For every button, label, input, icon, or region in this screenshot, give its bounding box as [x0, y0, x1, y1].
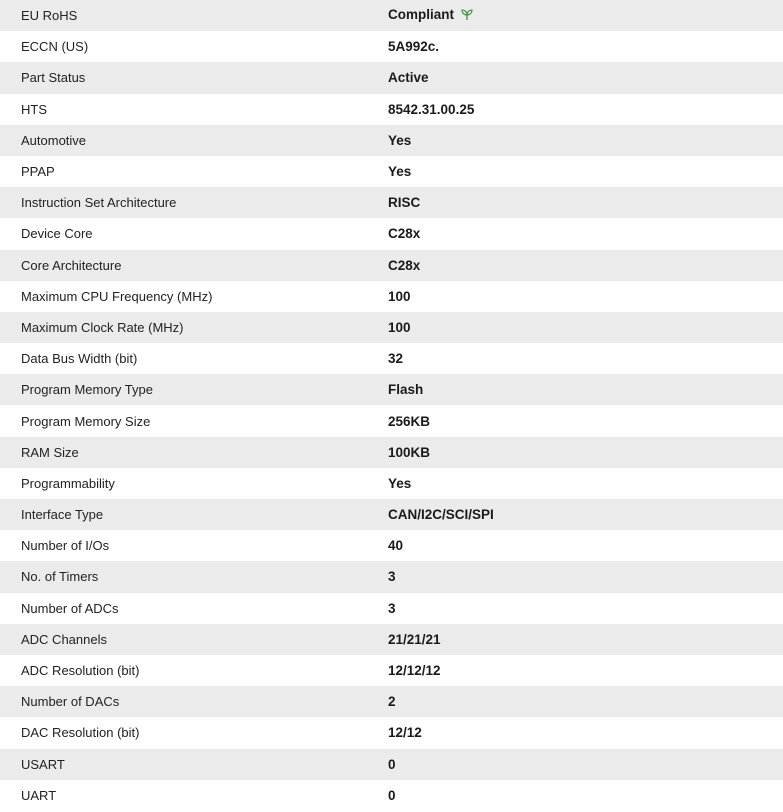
- spec-row: [0, 343, 783, 374]
- spec-row: [0, 312, 783, 343]
- leaf-icon: [460, 9, 474, 24]
- spec-value: Yes: [388, 164, 412, 180]
- spec-value-cell: [388, 749, 783, 780]
- spec-value: RISC: [388, 195, 421, 211]
- spec-label: Data Bus Width (bit): [21, 351, 138, 367]
- spec-value: 256KB: [388, 413, 431, 429]
- spec-label: HTS: [21, 101, 47, 117]
- spec-value: 0: [388, 756, 396, 772]
- spec-value: C28x: [388, 257, 421, 273]
- spec-label: ADC Channels: [21, 631, 107, 647]
- spec-value: 100: [388, 288, 411, 304]
- spec-value: 12/12/12: [388, 663, 441, 679]
- spec-value-cell: [388, 561, 783, 592]
- spec-row: [0, 624, 783, 655]
- spec-value-cell: [388, 499, 783, 530]
- spec-value-cell: [388, 655, 783, 686]
- spec-value-cell: [388, 593, 783, 624]
- spec-row: [0, 499, 783, 530]
- spec-row: [0, 62, 783, 93]
- spec-value-cell: [388, 0, 783, 31]
- spec-row: [0, 780, 783, 811]
- spec-row: [0, 187, 783, 218]
- spec-row: [0, 281, 783, 312]
- spec-row: [0, 468, 783, 499]
- spec-label: Number of I/Os: [21, 538, 110, 554]
- spec-label: Number of DACs: [21, 694, 120, 710]
- spec-row: [0, 593, 783, 624]
- spec-label: Interface Type: [21, 507, 104, 523]
- spec-row: [0, 374, 783, 405]
- spec-value-cell: [388, 250, 783, 281]
- spec-label: Automotive: [21, 132, 87, 148]
- spec-value: 3: [388, 600, 396, 616]
- spec-value-cell: [388, 156, 783, 187]
- spec-label: Program Memory Type: [21, 382, 153, 398]
- spec-value: C28x: [388, 226, 421, 242]
- spec-label: Device Core: [21, 226, 93, 242]
- spec-value-cell: [388, 468, 783, 499]
- spec-value: 2: [388, 694, 396, 710]
- spec-row: [0, 561, 783, 592]
- spec-label: ADC Resolution (bit): [21, 663, 140, 679]
- spec-value: CAN/I2C/SCI/SPI: [388, 507, 494, 523]
- spec-label: Core Architecture: [21, 257, 122, 273]
- spec-value: Yes: [388, 475, 412, 491]
- spec-row: [0, 655, 783, 686]
- spec-value-cell: [388, 780, 783, 811]
- spec-label: DAC Resolution (bit): [21, 725, 140, 741]
- spec-value: 100: [388, 319, 411, 335]
- spec-value-cell: [388, 31, 783, 62]
- spec-value: 40: [388, 538, 404, 554]
- spec-label: USART: [21, 756, 65, 772]
- spec-row: [0, 156, 783, 187]
- spec-value-cell: [388, 717, 783, 748]
- spec-value-cell: [388, 62, 783, 93]
- spec-value-cell: [388, 125, 783, 156]
- spec-row: [0, 125, 783, 156]
- spec-label: ECCN (US): [21, 39, 89, 55]
- spec-row: [0, 530, 783, 561]
- spec-value: Active: [388, 70, 429, 86]
- spec-label: Maximum CPU Frequency (MHz): [21, 288, 213, 304]
- spec-value-cell: [388, 187, 783, 218]
- spec-value-cell: [388, 405, 783, 436]
- spec-row: [0, 0, 783, 31]
- spec-row: [0, 686, 783, 717]
- spec-row: [0, 250, 783, 281]
- spec-value-cell: [388, 437, 783, 468]
- spec-value: 5A992c.: [388, 39, 440, 55]
- spec-row: [0, 405, 783, 436]
- spec-value-cell: [388, 281, 783, 312]
- spec-value: 8542.31.00.25: [388, 101, 475, 117]
- spec-row: [0, 717, 783, 748]
- spec-label: Programmability: [21, 475, 115, 491]
- spec-value-cell: [388, 530, 783, 561]
- spec-value: 3: [388, 569, 396, 585]
- spec-row: [0, 31, 783, 62]
- spec-value-cell: [388, 94, 783, 125]
- spec-label: No. of Timers: [21, 569, 99, 585]
- spec-value-cell: [388, 343, 783, 374]
- spec-value-cell: [388, 218, 783, 249]
- spec-value: 100KB: [388, 444, 431, 460]
- spec-value: Compliant: [388, 7, 454, 23]
- spec-value: Flash: [388, 382, 424, 398]
- spec-value: Yes: [388, 132, 412, 148]
- spec-value-cell: [388, 374, 783, 405]
- spec-value: 21/21/21: [388, 631, 441, 647]
- spec-label: UART: [21, 787, 57, 803]
- spec-label: PPAP: [21, 164, 55, 180]
- spec-value-cell: [388, 624, 783, 655]
- spec-label: Instruction Set Architecture: [21, 195, 177, 211]
- spec-value: 0: [388, 787, 396, 803]
- spec-label: Part Status: [21, 70, 86, 86]
- spec-value-cell: [388, 686, 783, 717]
- spec-row: [0, 218, 783, 249]
- spec-row: [0, 749, 783, 780]
- spec-value: 32: [388, 351, 404, 367]
- spec-label: RAM Size: [21, 444, 79, 460]
- spec-label: Number of ADCs: [21, 600, 119, 616]
- spec-row: [0, 94, 783, 125]
- spec-row: [0, 437, 783, 468]
- spec-value-cell: [388, 312, 783, 343]
- spec-label: Program Memory Size: [21, 413, 151, 429]
- spec-label: EU RoHS: [21, 8, 78, 24]
- spec-label: Maximum Clock Rate (MHz): [21, 319, 184, 335]
- spec-value: 12/12: [388, 725, 422, 741]
